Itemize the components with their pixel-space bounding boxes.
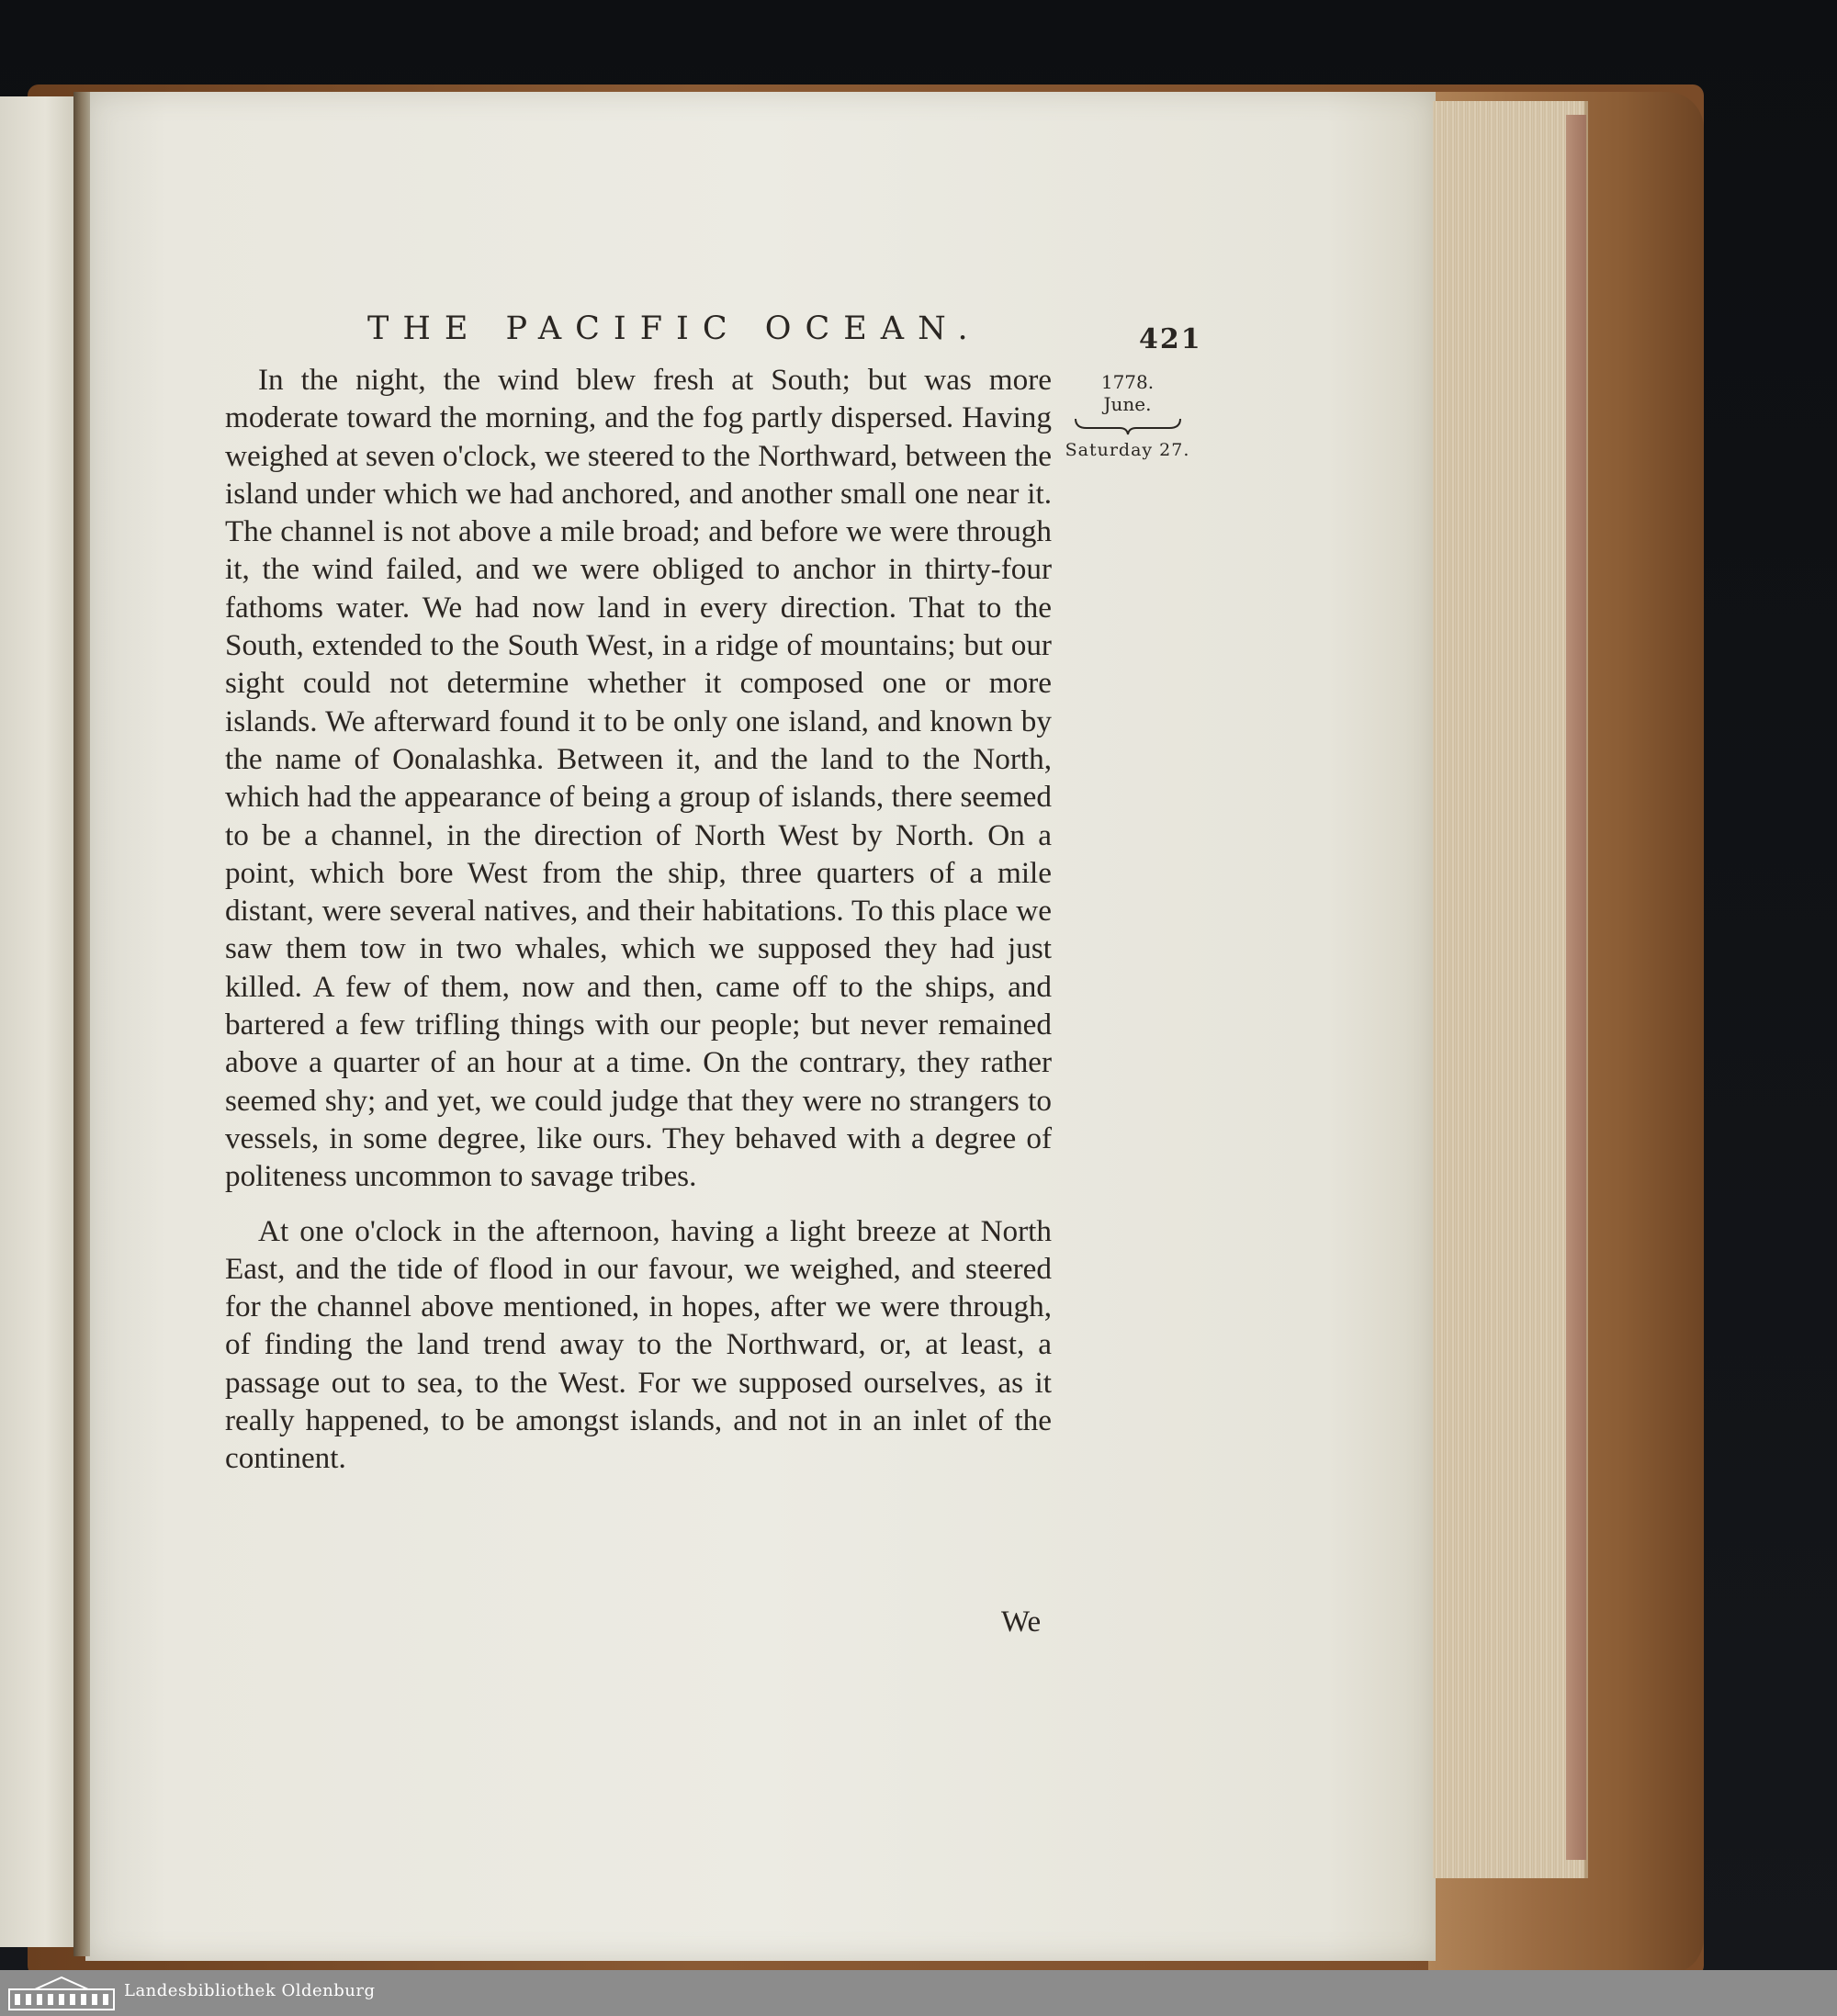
margin-note [1061, 371, 1194, 461]
library-name: Landesbibliothek Oldenburg [124, 1981, 376, 2000]
paragraph-2: At one o'clock in the afternoon, having a light breeze at North East, and the tide of flood in our favour, we weighed, and steered for the channel above mentioned, in hopes, after we were through, of finding the land trend away to the Northward, or, at least, a passage out to sea, to the West. For we supposed ourselves, as it really happened, to be amongst islands, and not in an inlet of the continent. [225, 1213, 1052, 1476]
previous-page-edge [0, 96, 83, 1947]
book-gutter [73, 92, 90, 1956]
page-fore-edge-inner [1566, 115, 1586, 1860]
running-head: THE PACIFIC OCEAN. [367, 310, 982, 347]
catchword: We [1001, 1605, 1042, 1639]
margin-note-year: 1778. [1100, 371, 1155, 393]
curly-brace-icon [1074, 417, 1182, 435]
margin-note-month: June. [1103, 393, 1152, 415]
page-fore-edge [1433, 101, 1588, 1878]
body-text [225, 361, 1052, 1478]
margin-note-day: Saturday 27. [1065, 440, 1190, 460]
page-number: 421 [1139, 323, 1202, 355]
library-building-icon [7, 1975, 116, 2011]
paragraph-1: In the night, the wind blew fresh at South; but was more moderate toward the morning, and the fog partly dispersed. Having weighed at seven o'clock, we steered to the Northward, between the island under which we had anchored, and another small one near it. The channel is not above a mile broad; and before we were through it, the wind failed, and we were obliged to anchor in thirty-four fathoms water. We had now land in every direction. That to the South, extended to the South West, in a ridge of mountains; but our sight could not determine whether it composed one or more islands. We afterward found it to be only one island, and known by the name of Oonalashka. Between it, and the land to the North, which had the appearance of being a group of islands, there seemed to be a channel, in the direction of North West by North. On a point, which bore West from the ship, three quarters of a mile distant, were several natives, and their habitations. To this place we saw them tow in two whales, which we supposed they had just killed. A few of them, now and then, came off to the ships, and bartered a few trifling things with our people; but never remained above a quarter of an hour at a time. On the contrary, they rather seemed shy; and yet, we could judge that they were no strangers to vessels, in some degree, like ours. They behaved with a degree of politeness uncommon to savage tribes. [225, 363, 1052, 1194]
